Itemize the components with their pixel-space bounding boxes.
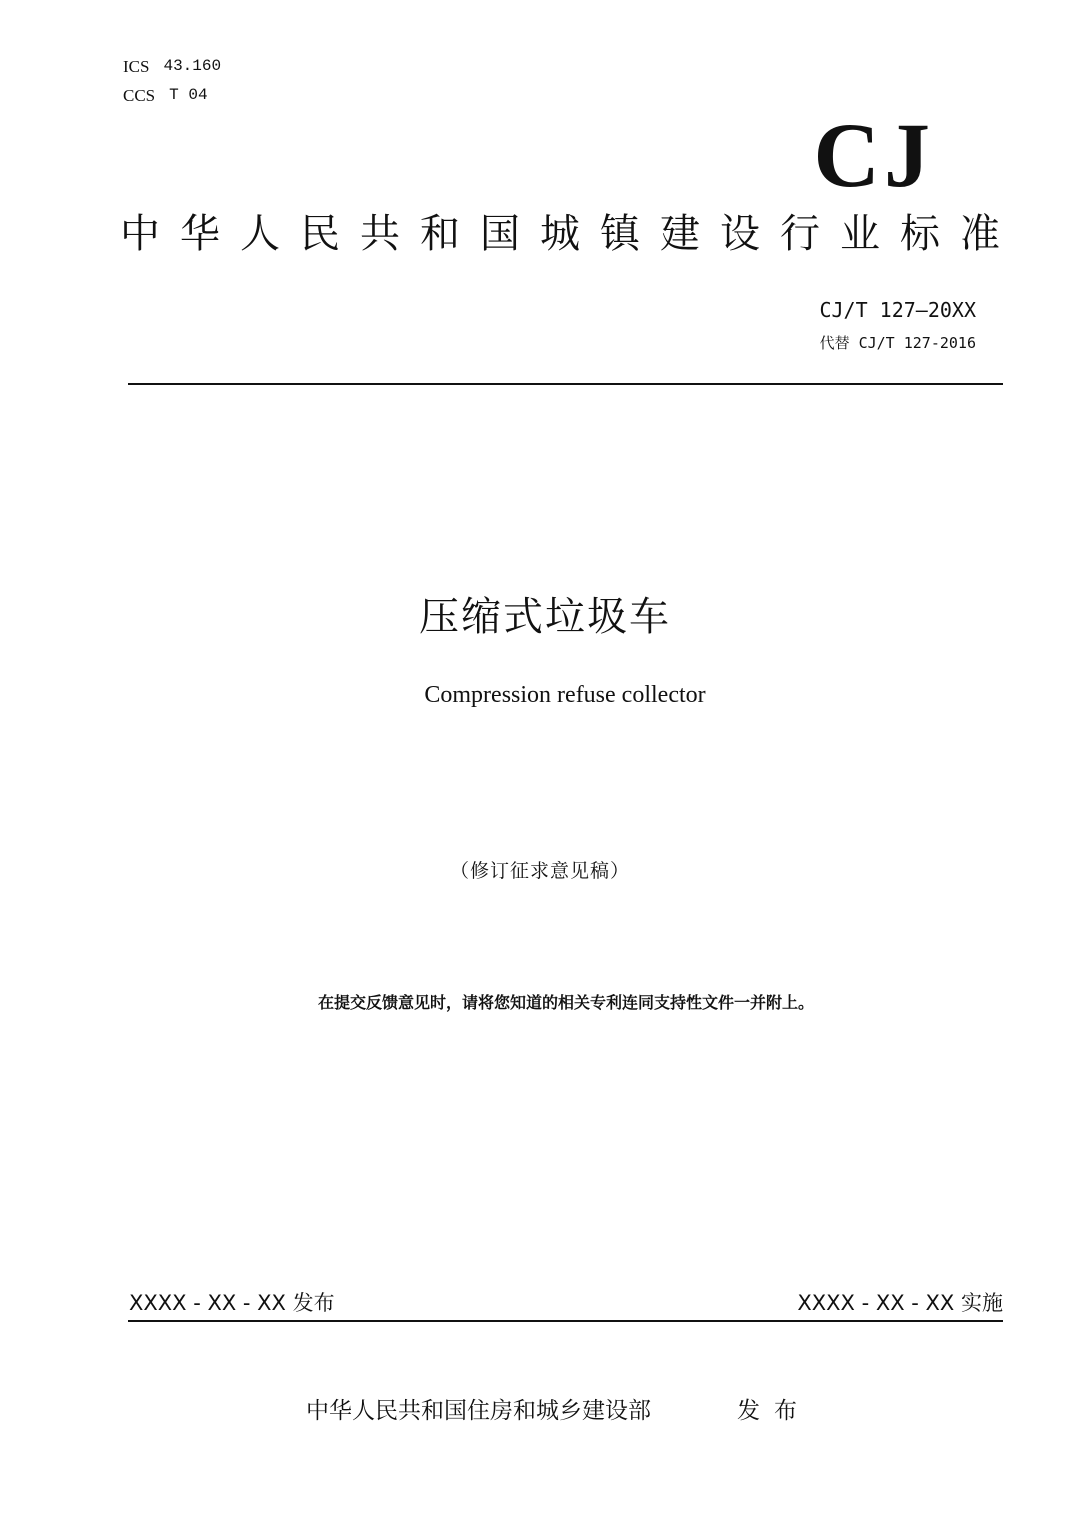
classification-codes xyxy=(123,52,221,110)
ccs-value: T 04 xyxy=(169,86,208,104)
cj-logo: CJ xyxy=(813,104,934,206)
document-title-en: Compression refuse collector xyxy=(424,682,706,708)
draft-status-note: （修订征求意见稿） xyxy=(449,860,630,882)
patent-notice: 在提交反馈意见时，请将您知道的相关专利连同支持性文件一并附上。 xyxy=(317,993,814,1012)
replaces-note: 代替 CJ/T 127-2016 xyxy=(819,334,976,352)
agency-title: 中华人民共和国城镇建设行业标准 xyxy=(120,211,1020,257)
issue-label: 发布 xyxy=(737,1398,811,1424)
ccs-row xyxy=(123,81,221,110)
ics-label: ICS xyxy=(123,57,150,76)
document-title-cn: 压缩式垃圾车 xyxy=(419,594,671,640)
effective-date: XXXX - XX - XX 实施 xyxy=(797,1291,1003,1315)
header-divider xyxy=(128,383,1003,385)
standard-code: CJ/T 127—20XX xyxy=(819,298,976,322)
ics-row xyxy=(123,52,221,81)
ics-value: 43.160 xyxy=(163,57,222,75)
footer-divider xyxy=(128,1320,1003,1322)
issuing-authority: 中华人民共和国住房和城乡建设部 xyxy=(306,1398,651,1424)
publish-date: XXXX - XX - XX 发布 xyxy=(129,1291,335,1315)
ccs-label: CCS xyxy=(123,86,156,105)
